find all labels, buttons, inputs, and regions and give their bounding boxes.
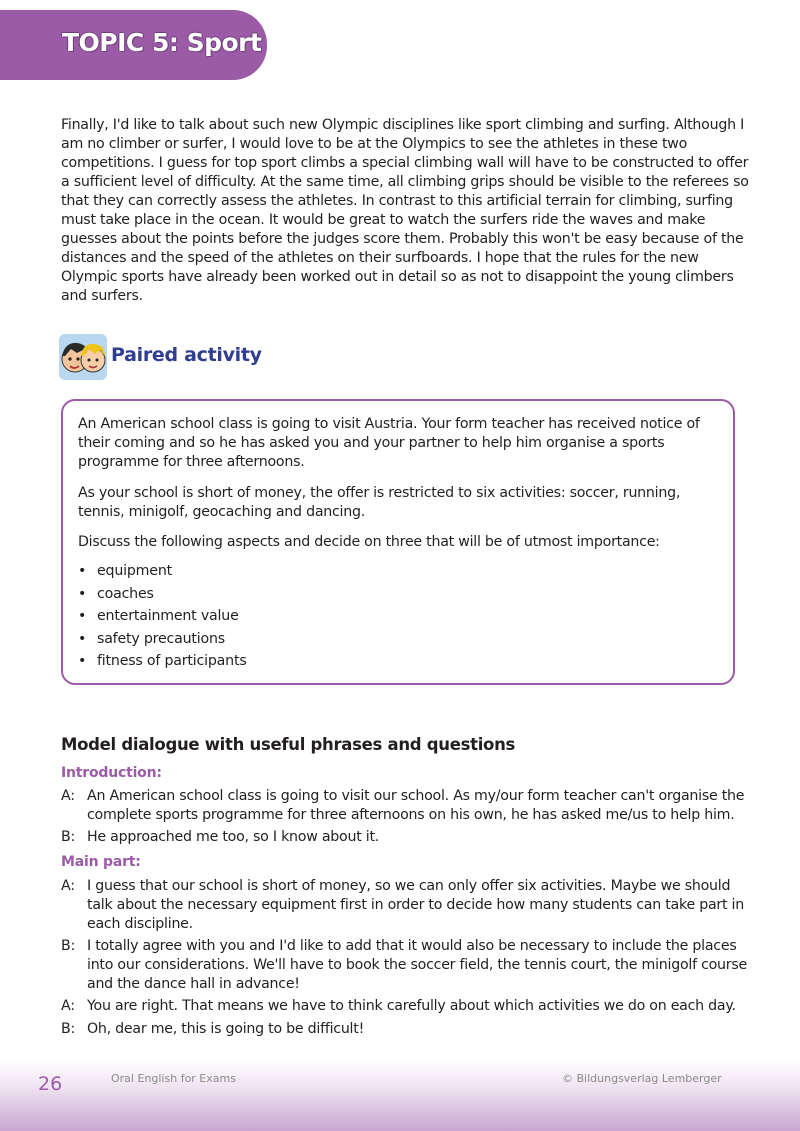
dialogue-text: I guess that our school is short of money, so we can only offer six activities. Maybe we should talk about the necessary equipment first in order to decide how many students can take part in each discipline.: [87, 878, 744, 932]
dialogue-text: You are right. That means we have to think carefully about which activities we do on each day.: [87, 998, 736, 1014]
footer-bar: [0, 1060, 800, 1131]
two-students-icon: [59, 334, 107, 380]
speaker-label: A:: [61, 998, 75, 1014]
dialogue-text: He approached me too, so I know about it.: [87, 829, 380, 845]
dialogue-line: [61, 787, 751, 825]
list-item: [78, 652, 247, 675]
aspect-text: safety precautions: [97, 630, 225, 647]
dialogue-text: Oh, dear me, this is going to be difficult!: [87, 1021, 365, 1037]
speaker-label: B:: [61, 1021, 76, 1037]
bullet: •: [78, 653, 87, 670]
dialogue-line: [61, 937, 751, 994]
dialogue-line: [61, 1020, 751, 1039]
speaker-label: A:: [61, 788, 75, 804]
copyright: © Bildungsverlag Lemberger: [562, 1072, 722, 1085]
dialogue-text: I totally agree with you and I'd like to add that it would also be necessary to include the places into our considerations. We'll have to book the soccer field, the tennis court, the minigolf course and the dance hall in advance!: [87, 938, 748, 992]
model-dialogue-heading: Model dialogue with useful phrases and questions: [61, 735, 516, 754]
dialogue-line: [61, 877, 751, 934]
book-title: Oral English for Exams: [111, 1072, 236, 1085]
topic-title: TOPIC 5: Sport: [62, 28, 262, 57]
page-number: 26: [38, 1073, 63, 1095]
introduction-label: Introduction:: [61, 765, 162, 781]
bullet: •: [78, 608, 87, 625]
list-item: [78, 607, 247, 630]
list-item: [78, 630, 247, 653]
aspect-text: coaches: [97, 585, 154, 602]
task-paragraph: An American school class is going to visit Austria. Your form teacher has received notice of their coming and so he has asked you and your partner to help him organise a sports programme for three afternoons.: [78, 416, 700, 470]
aspect-text: entertainment value: [97, 608, 239, 625]
speaker-label: B:: [61, 938, 76, 954]
task-paragraph: Discuss the following aspects and decide on three that will be of utmost importance:: [78, 534, 660, 550]
list-item: [78, 562, 247, 585]
bullet: •: [78, 630, 87, 647]
aspect-list: [78, 562, 247, 675]
main-part-label: Main part:: [61, 854, 141, 870]
dialogue-line: [61, 997, 751, 1016]
list-item: [78, 585, 247, 608]
speaker-label: B:: [61, 829, 76, 845]
intro-paragraph: Finally, I'd like to talk about such new Olympic disciplines like sport climbing and surfing. Although I am no climber or surfer, I would love to be at the Olympics to see the athletes in these two competitions. I guess for top sport climbs a special climbing wall will have to be constructed to offer a sufficient level of difficulty. At the same time, all climbing grips should be visible to the referees so that they can correctly assess the athletes. In contrast to this artificial terrain for climbing, surfing must take place in the ocean. It would be great to watch the surfers ride the waves and make guesses about the points before the judges score them. Probably this won't be easy because of the distances and the speed of the athletes on their surfboards. I hope that the rules for the new Olympic sports have already been worked out in detail so as not to disappoint the young climbers and surfers.: [61, 117, 749, 304]
bullet: •: [78, 563, 87, 579]
bullet: •: [78, 585, 87, 602]
aspect-text: fitness of participants: [97, 653, 247, 670]
dialogue-text: An American school class is going to visit our school. As my/our form teacher can't organise the complete sports programme for three afternoons on his own, he has asked me/us to help him.: [87, 788, 745, 823]
speaker-label: A:: [61, 878, 75, 894]
aspect-text: equipment: [97, 563, 172, 579]
paired-activity-title: Paired activity: [111, 344, 262, 366]
dialogue-line: [61, 828, 751, 847]
task-paragraph: As your school is short of money, the offer is restricted to six activities: soccer, running, tennis, minigolf, geocaching and dancing.: [78, 485, 681, 520]
